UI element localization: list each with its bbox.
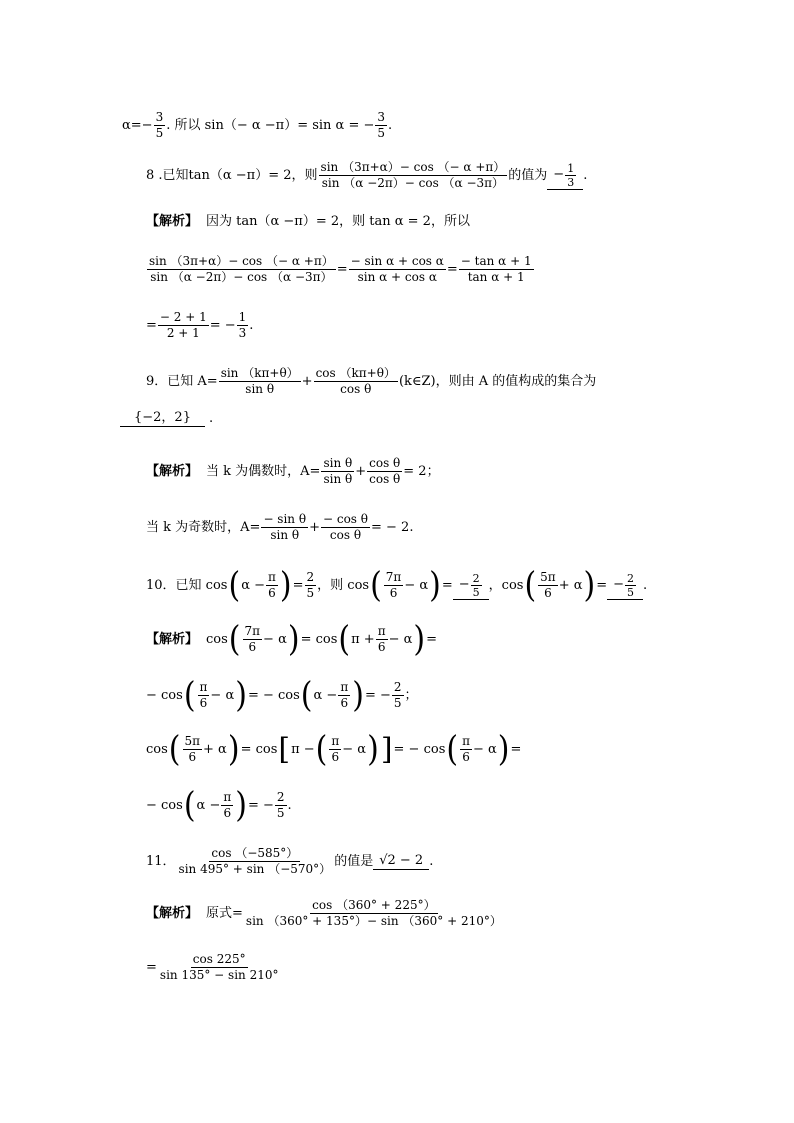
answer-blank bbox=[607, 572, 643, 600]
analysis-10-row-1 bbox=[146, 618, 794, 660]
fraction: $\frac{\pi}{6}$ bbox=[331, 734, 340, 764]
line-alpha-result bbox=[122, 110, 794, 141]
text-segment: . bbox=[643, 577, 648, 593]
fraction: $\frac{\sin (k\pi+\theta)}{\text{sin θ}}$ bbox=[220, 366, 299, 396]
answer-blank bbox=[547, 162, 583, 190]
fraction: $\frac{\text{sin θ}}{\text{sin θ}}$ bbox=[323, 456, 353, 486]
text-segment: cos bbox=[146, 741, 168, 757]
text-segment: cos bbox=[206, 631, 228, 647]
fraction: $\frac{5\pi}{6}$ bbox=[184, 734, 201, 764]
answer-fraction: $\frac{2}{5}$ bbox=[627, 571, 635, 599]
plus: + bbox=[309, 519, 320, 535]
paren-close: ) bbox=[235, 784, 247, 826]
text-segment: − α bbox=[388, 631, 413, 647]
analysis-11-row-2 bbox=[146, 952, 794, 983]
text-segment: π − bbox=[291, 741, 315, 757]
question-8-prefix: 8 .已知tan（α −π）= 2，则 bbox=[146, 167, 318, 183]
analysis-9-odd bbox=[146, 512, 794, 543]
text-segment: . bbox=[388, 117, 393, 133]
question-9-prefix: 9．已知 A= bbox=[146, 373, 218, 389]
answer-sign: − bbox=[613, 577, 625, 592]
paren-open: ( bbox=[300, 674, 313, 716]
paren-close: ) bbox=[367, 728, 379, 770]
paren-close: ) bbox=[583, 564, 596, 606]
fraction: $\frac{\cos (360^\circ + 225^\circ)}{\sin (360^\circ + 135^\circ)- \sin (360^\circ + 210^\circ)}$ bbox=[245, 898, 502, 928]
equals: = bbox=[441, 577, 453, 593]
question-9-suffix: (k∈Z)，则由 A 的值构成的集合为 bbox=[398, 373, 597, 389]
analysis-8-result bbox=[146, 310, 794, 341]
fraction: $\frac{2}{5}$ bbox=[306, 570, 315, 600]
equals: = bbox=[146, 317, 157, 333]
fraction: $\frac{3}{5}$ bbox=[377, 110, 386, 140]
fraction: $\frac{\text{− sin θ}}{\text{sin θ}}$ bbox=[263, 512, 307, 542]
equals: = bbox=[596, 577, 608, 593]
paren-close: ) bbox=[235, 674, 247, 716]
bracket-open: [ bbox=[278, 731, 291, 767]
question-8 bbox=[146, 160, 794, 191]
answer-set: {−2，2} bbox=[134, 410, 191, 425]
text-segment: ； bbox=[404, 687, 418, 703]
text-segment: = 2； bbox=[403, 463, 440, 479]
answer-value: 2 − 2 bbox=[387, 853, 424, 868]
paren-open: ( bbox=[168, 728, 181, 770]
text-segment: α − bbox=[313, 687, 338, 703]
paren-open: ( bbox=[183, 784, 196, 826]
answer-sign: − bbox=[458, 577, 470, 592]
fraction: $\frac{\cos 225^\circ}{\sin 135^\circ - \sin 210^\circ}$ bbox=[159, 952, 279, 982]
fraction: $\frac{\pi}{6}$ bbox=[377, 624, 386, 654]
text-segment: α − bbox=[241, 577, 265, 593]
question-11-suffix: 的值是 bbox=[334, 853, 374, 869]
paren-close: ) bbox=[413, 618, 426, 660]
analysis-text: 当 k 为偶数时，A= bbox=[206, 463, 321, 479]
analysis-11-row-1 bbox=[146, 898, 794, 929]
equals: = − bbox=[209, 317, 236, 333]
fraction: $\frac{\pi}{6}$ bbox=[199, 680, 208, 710]
analysis-tag: 【解析】 bbox=[146, 905, 199, 921]
analysis-9-even bbox=[146, 456, 794, 487]
paren-close: ) bbox=[497, 728, 510, 770]
question-8-expression: $\frac{\sin (3\pi+\alpha)- \cos (- \alpha +\pi)}{\sin (\alpha -2\pi)- \cos (\alpha -3\pi)}$ bbox=[320, 160, 506, 190]
text-segment: ，则 cos bbox=[317, 577, 370, 593]
text-segment: = − bbox=[364, 687, 391, 703]
text-segment: = cos bbox=[300, 631, 338, 647]
paren-close: ) bbox=[429, 564, 441, 606]
analysis-tag: 【解析】 bbox=[146, 463, 199, 479]
equals: = bbox=[146, 959, 157, 975]
fraction: $\frac{\cos (-585^\circ)}{\sin 495^\circ + \sin (-570^\circ)}$ bbox=[178, 846, 332, 876]
fraction: $\frac{\text{− tan α + 1}}{\text{tan α + 1}}$ bbox=[460, 254, 532, 284]
paren-open: ( bbox=[228, 564, 241, 606]
fraction: $\frac{\pi}{6}$ bbox=[268, 570, 276, 600]
analysis-8-intro bbox=[146, 214, 794, 230]
fraction: $\frac{\pi}{6}$ bbox=[340, 680, 349, 710]
text-segment: . bbox=[287, 797, 292, 813]
equals: = bbox=[510, 741, 522, 757]
equals: = bbox=[426, 631, 438, 647]
text-segment: − α bbox=[263, 631, 287, 647]
equals: = bbox=[446, 261, 458, 277]
paren-close: ) bbox=[287, 618, 300, 660]
text-segment: = − cos bbox=[247, 687, 300, 703]
text-segment: . 所以 sin（− α −π）= sin α = − bbox=[166, 117, 375, 133]
equals: = bbox=[292, 577, 304, 593]
fraction: $\frac{\text{− sin α + cos α}}{\text{sin α + cos α}}$ bbox=[350, 254, 444, 284]
question-10-prefix: 10．已知 cos bbox=[146, 577, 228, 593]
paren-open: ( bbox=[524, 564, 537, 606]
paren-open: ( bbox=[228, 618, 241, 660]
fraction: $\frac{\sin (3\pi+\alpha)- \cos (- \alpha +\pi)}{\sin (\alpha -2\pi)- \cos (\alpha -3\pi)}$ bbox=[149, 254, 334, 284]
paren-open: ( bbox=[183, 674, 196, 716]
text-segment: . bbox=[249, 317, 254, 333]
answer-blank bbox=[453, 572, 489, 600]
question-11-prefix: 11． bbox=[146, 853, 176, 869]
analysis-text: 当 k 为奇数时，A= bbox=[146, 519, 261, 535]
text-segment: . bbox=[208, 410, 214, 426]
fraction: $\frac{2}{5}$ bbox=[393, 680, 402, 710]
text-segment: − α bbox=[404, 577, 429, 593]
text-segment: α=− bbox=[122, 117, 153, 133]
paren-open: ( bbox=[446, 728, 459, 770]
question-11 bbox=[146, 846, 794, 877]
sqrt-icon: √ bbox=[379, 853, 388, 868]
fraction: $\frac{\cos (k\pi+\theta)}{\text{cos θ}}$ bbox=[315, 366, 396, 396]
question-9 bbox=[146, 366, 794, 397]
text-segment: = cos bbox=[240, 741, 278, 757]
question-8-suffix: 的值为 bbox=[508, 167, 548, 183]
text-segment: ，cos bbox=[488, 577, 524, 593]
analysis-10-row-4 bbox=[146, 784, 794, 826]
text-segment: − α bbox=[342, 741, 367, 757]
text-segment: 原式= bbox=[206, 905, 243, 921]
answer-blank bbox=[373, 853, 429, 870]
equals: = bbox=[336, 261, 348, 277]
fraction: $\frac{- 2 + 1}{2 + 1}$ bbox=[159, 310, 207, 340]
text-segment: + α bbox=[203, 741, 227, 757]
text-segment: π + bbox=[351, 631, 375, 647]
fraction: $\frac{5\pi}{6}$ bbox=[540, 570, 556, 600]
analysis-10-row-2 bbox=[146, 674, 794, 716]
text-segment: = − bbox=[247, 797, 274, 813]
text-segment: . bbox=[429, 853, 434, 869]
text-segment: = − cos bbox=[393, 741, 446, 757]
answer-blank bbox=[120, 410, 205, 427]
analysis-tag: 【解析】 bbox=[146, 214, 199, 229]
plus: + bbox=[301, 373, 313, 389]
text-segment: − α bbox=[210, 687, 235, 703]
text-segment: − α bbox=[472, 741, 497, 757]
fraction: $\frac{\text{− cos θ}}{\text{cos θ}}$ bbox=[322, 512, 368, 542]
paren-close: ) bbox=[279, 564, 292, 606]
answer-fraction: $\frac{1}{3}$ bbox=[567, 161, 575, 189]
paren-open: ( bbox=[370, 564, 382, 606]
text-segment: + α bbox=[558, 577, 583, 593]
answer-fraction: $\frac{2}{5}$ bbox=[472, 571, 480, 599]
answer-sign: − bbox=[553, 167, 565, 182]
text-segment: = − 2. bbox=[371, 519, 414, 535]
fraction: $\frac{\pi}{6}$ bbox=[223, 790, 232, 820]
text-segment: α − bbox=[196, 797, 221, 813]
analysis-8-derivation bbox=[146, 254, 794, 285]
fraction: $\frac{\pi}{6}$ bbox=[462, 734, 470, 764]
text-segment: − cos bbox=[146, 687, 183, 703]
text-segment: . bbox=[583, 167, 588, 183]
analysis-tag: 【解析】 bbox=[146, 631, 199, 647]
fraction: $\frac{1}{3}$ bbox=[238, 310, 247, 340]
analysis-text: 因为 tan（α −π）= 2，则 tan α = 2，所以 bbox=[206, 214, 470, 229]
bracket-close: ] bbox=[380, 731, 393, 767]
question-9-answer-line bbox=[120, 410, 794, 427]
paren-open: ( bbox=[315, 728, 328, 770]
paren-open: ( bbox=[338, 618, 351, 660]
question-10 bbox=[146, 564, 794, 606]
fraction: $\frac{\text{cos θ}}{\text{cos θ}}$ bbox=[369, 456, 401, 486]
paren-close: ) bbox=[352, 674, 364, 716]
analysis-10-row-3 bbox=[146, 728, 794, 770]
paren-close: ) bbox=[227, 728, 240, 770]
plus: + bbox=[355, 463, 367, 479]
fraction: $\frac{7\pi}{6}$ bbox=[244, 624, 261, 654]
fraction: $\frac{3}{5}$ bbox=[155, 110, 164, 140]
text-segment: − cos bbox=[146, 797, 183, 813]
fraction: $\frac{7\pi}{6}$ bbox=[385, 570, 402, 600]
fraction: $\frac{2}{5}$ bbox=[276, 790, 285, 820]
